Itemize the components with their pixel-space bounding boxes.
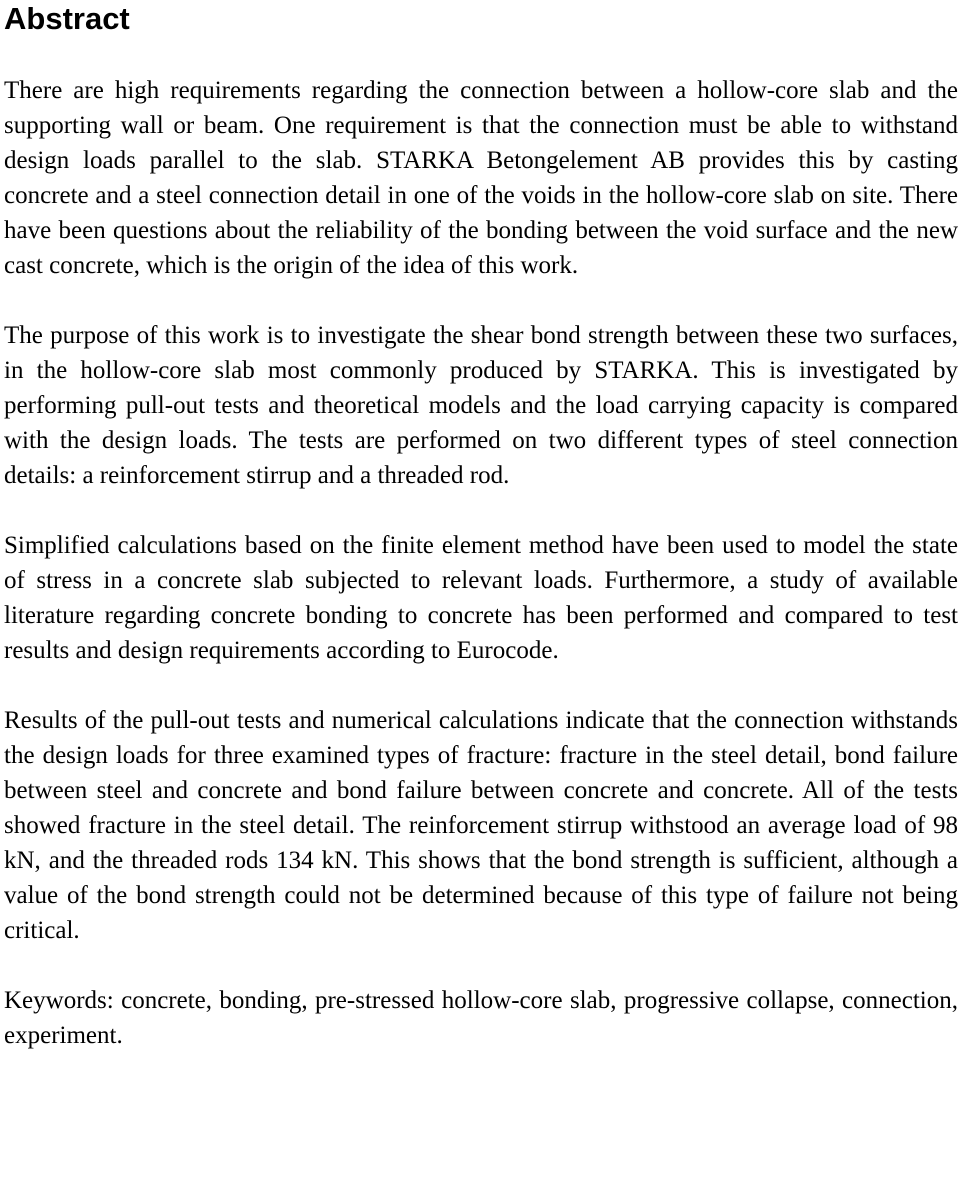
abstract-heading: Abstract [4,1,130,36]
abstract-paragraph-context: There are high requirements regarding the connection between a hollow-core slab and the supporting wall or beam. One requirement is that the connection must be able to withstand design loads parallel to the slab. STARKA Betongelement AB provides this by casting concrete and a steel connection detail in one of the voids in the hollow-core slab on site. There have been questions about the reliability of the bonding between the void surface and the new cast concrete, which is the origin of the idea of this work. [4,77,958,279]
abstract-keywords: Keywords: concrete, bonding, pre-stressed hollow-core slab, progressive collapse, connection, experiment. [4,987,958,1049]
abstract-paragraph-methods: Simplified calculations based on the finite element method have been used to model the state of stress in a concrete slab subjected to relevant loads. Furthermore, a study of available literature regarding concrete bonding to concrete has been performed and compared to test results and design requirements according to Eurocode. [4,532,958,664]
abstract-page [4,0,958,1053]
abstract-paragraph-results: Results of the pull-out tests and numerical calculations indicate that the connection withstands the design loads for three examined types of fracture: fracture in the steel detail, bond failure between steel and concrete and bond failure between concrete and concrete. All of the tests showed fracture in the steel detail. The reinforcement stirrup withstood an average load of 98 kN, and the threaded rods 134 kN. This shows that the bond strength is sufficient, although a value of the bond strength could not be determined because of this type of failure not being critical. [4,707,958,944]
abstract-paragraph-purpose: The purpose of this work is to investigate the shear bond strength between these two surfaces, in the hollow-core slab most commonly produced by STARKA. This is investigated by performing pull-out tests and theoretical models and the load carrying capacity is compared with the design loads. The tests are performed on two different types of steel connection details: a reinforcement stirrup and a threaded rod. [4,322,958,489]
